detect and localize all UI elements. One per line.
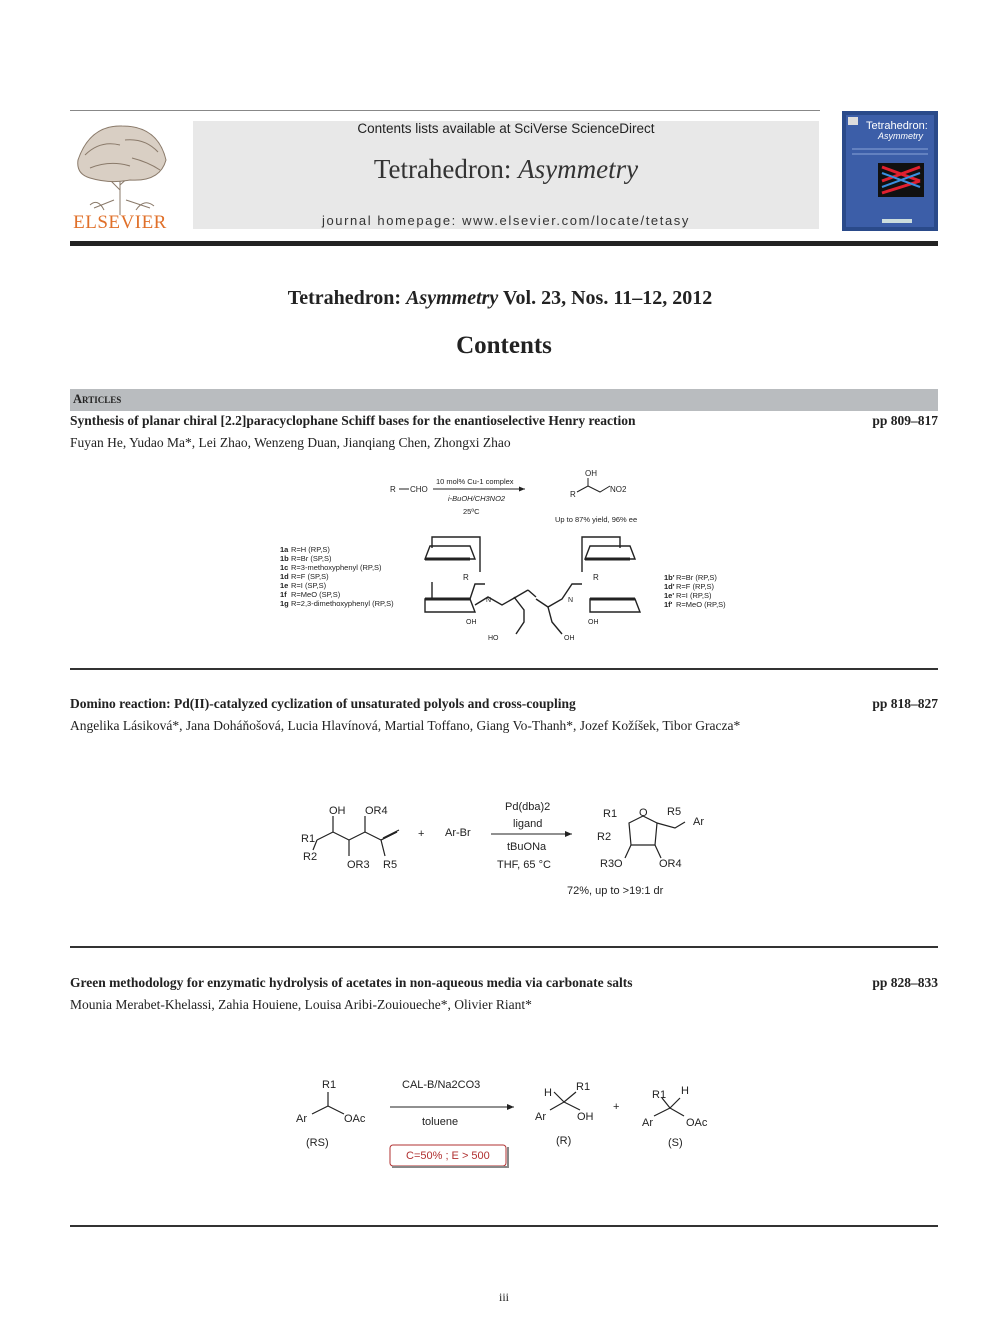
svg-text:NO2: NO2 bbox=[610, 485, 627, 494]
svg-text:OH: OH bbox=[466, 619, 477, 626]
svg-text:OAc: OAc bbox=[686, 1117, 708, 1129]
svg-text:R=H (RP,S): R=H (RP,S) bbox=[291, 545, 330, 554]
svg-text:OH: OH bbox=[585, 469, 597, 478]
journal-homepage-link[interactable]: journal homepage: www.elsevier.com/locate/tetasy bbox=[321, 213, 690, 228]
svg-text:R=Br (RP,S): R=Br (RP,S) bbox=[676, 573, 717, 582]
svg-text:Ar: Ar bbox=[642, 1117, 653, 1129]
issue-title: Tetrahedron: Asymmetry Vol. 23, Nos. 11–12, 2012 bbox=[287, 287, 713, 309]
svg-text:OR3: OR3 bbox=[347, 859, 370, 871]
article-1-separator bbox=[70, 668, 938, 670]
svg-text:R1: R1 bbox=[301, 833, 316, 845]
svg-text:HO: HO bbox=[488, 635, 499, 642]
section-bar bbox=[70, 389, 938, 411]
svg-text:O: O bbox=[639, 807, 648, 819]
svg-text:Asymmetry: Asymmetry bbox=[878, 131, 923, 141]
svg-text:H: H bbox=[544, 1087, 552, 1099]
svg-text:R3O: R3O bbox=[600, 858, 623, 870]
svg-text:R: R bbox=[463, 573, 469, 582]
svg-text:OR4: OR4 bbox=[659, 858, 682, 870]
article-2-authors: Angelika Lásiková*, Jana Doháňošová, Lucia Hlavínová, Martial Toffano, Giang Vo-Thanh*, Jozef Kožíšek, Tibor Gracza* bbox=[70, 718, 741, 733]
svg-text:R=I (RP,S): R=I (RP,S) bbox=[676, 591, 712, 600]
contents-heading: Contents bbox=[456, 332, 552, 359]
article-2-title[interactable]: Domino reaction: Pd(II)-catalyzed cyclization of unsaturated polyols and cross-coupling bbox=[70, 696, 576, 711]
contents-available: Contents lists available at SciVerse ScienceDirect bbox=[357, 121, 655, 136]
svg-text:H: H bbox=[681, 1085, 689, 1097]
svg-text:1e': 1e' bbox=[664, 591, 675, 600]
svg-text:R: R bbox=[570, 490, 576, 499]
svg-text:(R): (R) bbox=[556, 1135, 572, 1147]
svg-text:R1: R1 bbox=[603, 808, 618, 820]
ligand-1c: 1c bbox=[280, 563, 289, 572]
svg-text:CHO: CHO bbox=[410, 485, 428, 494]
article-3-separator bbox=[70, 1225, 938, 1227]
svg-text:Ar: Ar bbox=[296, 1113, 307, 1125]
svg-text:R=Br (SP,S): R=Br (SP,S) bbox=[291, 554, 332, 563]
svg-text:R1: R1 bbox=[652, 1089, 667, 1101]
svg-text:R=I (SP,S): R=I (SP,S) bbox=[291, 581, 327, 590]
svg-text:R2: R2 bbox=[597, 831, 612, 843]
svg-text:ligand: ligand bbox=[513, 818, 543, 830]
elsevier-logo bbox=[70, 120, 172, 232]
article-3-authors: Mounia Merabet-Khelassi, Zahia Houiene, Louisa Aribi-Zouioueche*, Olivier Riant* bbox=[70, 997, 532, 1012]
svg-text:R1: R1 bbox=[576, 1081, 591, 1093]
svg-text:Ar: Ar bbox=[535, 1111, 546, 1123]
journal-title: Tetrahedron: Asymmetry bbox=[373, 154, 639, 184]
svg-text:CAL-B/Na2CO3: CAL-B/Na2CO3 bbox=[402, 1079, 481, 1091]
article-1-authors: Fuyan He, Yudao Ma*, Lei Zhao, Wenzeng Duan, Jianqiang Chen, Zhongxi Zhao bbox=[70, 435, 511, 450]
svg-text:1f': 1f' bbox=[664, 600, 673, 609]
svg-text:OH: OH bbox=[577, 1111, 594, 1123]
article-3-pages: pp 828–833 bbox=[872, 975, 938, 990]
article-1-title[interactable]: Synthesis of planar chiral [2.2]paracyclophane Schiff bases for the enantioselective Henry reaction bbox=[70, 413, 636, 428]
svg-text:i-BuOH/CH3NO2: i-BuOH/CH3NO2 bbox=[448, 494, 506, 503]
svg-text:OH: OH bbox=[588, 619, 599, 626]
article-3-scheme bbox=[292, 1070, 732, 1175]
ligand-1g: 1g bbox=[280, 599, 289, 608]
article-2-pages: pp 818–827 bbox=[872, 696, 938, 711]
page-number: iii bbox=[498, 1290, 509, 1304]
svg-text:R=MeO (RP,S): R=MeO (RP,S) bbox=[676, 600, 726, 609]
svg-text:N: N bbox=[568, 597, 574, 604]
svg-text:R=2,3-dimethoxyphenyl (RP,S): R=2,3-dimethoxyphenyl (RP,S) bbox=[291, 599, 394, 608]
svg-text:R=3-methoxyphenyl (RP,S): R=3-methoxyphenyl (RP,S) bbox=[291, 563, 382, 572]
svg-text:OAc: OAc bbox=[344, 1113, 366, 1125]
ligand-1e: 1e bbox=[280, 581, 289, 590]
article-2-scheme bbox=[295, 790, 735, 905]
svg-text:Pd(dba)2: Pd(dba)2 bbox=[505, 801, 551, 813]
svg-text:OH: OH bbox=[564, 635, 575, 642]
svg-text:Tetrahedron:: Tetrahedron: bbox=[866, 120, 928, 132]
svg-text:10 mol% Cu-1 complex: 10 mol% Cu-1 complex bbox=[436, 477, 514, 486]
svg-text:R2: R2 bbox=[303, 851, 318, 863]
svg-text:OR4: OR4 bbox=[365, 805, 388, 817]
svg-text:THF, 65 °C: THF, 65 °C bbox=[497, 859, 551, 871]
svg-text:toluene: toluene bbox=[422, 1116, 459, 1128]
svg-text:R=F (SP,S): R=F (SP,S) bbox=[291, 572, 329, 581]
article-1-scheme bbox=[270, 462, 750, 652]
svg-text:R=MeO (SP,S): R=MeO (SP,S) bbox=[291, 590, 341, 599]
svg-text:OH: OH bbox=[329, 805, 346, 817]
svg-text:N: N bbox=[486, 597, 492, 604]
section-label: Articles bbox=[73, 392, 122, 406]
svg-text:(S): (S) bbox=[668, 1137, 683, 1149]
journal-cover bbox=[842, 111, 938, 231]
svg-text:72%, up to >19:1 dr: 72%, up to >19:1 dr bbox=[567, 885, 664, 897]
header-top-rule bbox=[70, 110, 820, 111]
article-3-title[interactable]: Green methodology for enzymatic hydrolysis of acetates in non-aqueous media via carbonate salts bbox=[70, 975, 633, 990]
ligand-1b: 1b bbox=[280, 554, 289, 563]
svg-text:Up to 87% yield, 96% ee: Up to 87% yield, 96% ee bbox=[555, 515, 638, 524]
elsevier-wordmark: ELSEVIER bbox=[73, 212, 167, 232]
svg-text:1b': 1b' bbox=[664, 573, 675, 582]
svg-text:+: + bbox=[418, 828, 425, 840]
svg-text:25ºC: 25ºC bbox=[463, 507, 480, 516]
header-bottom-rule bbox=[70, 241, 938, 246]
selectivity-box: C=50% ; E > 500 bbox=[406, 1150, 490, 1162]
article-2-separator bbox=[70, 946, 938, 948]
svg-text:Ar-Br: Ar-Br bbox=[445, 827, 471, 839]
svg-text:R1: R1 bbox=[322, 1079, 337, 1091]
svg-text:1d': 1d' bbox=[664, 582, 675, 591]
ligand-1f: 1f bbox=[280, 590, 287, 599]
svg-text:R=F (RP,S): R=F (RP,S) bbox=[676, 582, 714, 591]
article-1-pages: pp 809–817 bbox=[872, 413, 938, 428]
svg-text:Ar: Ar bbox=[693, 816, 704, 828]
svg-text:R: R bbox=[390, 485, 396, 494]
ligand-1a: 1a bbox=[280, 545, 289, 554]
svg-text:+: + bbox=[613, 1101, 620, 1113]
svg-text:tBuONa: tBuONa bbox=[507, 841, 547, 853]
svg-text:R5: R5 bbox=[667, 806, 682, 818]
svg-text:R: R bbox=[593, 573, 599, 582]
svg-text:R5: R5 bbox=[383, 859, 398, 871]
ligand-1d: 1d bbox=[280, 572, 289, 581]
svg-text:(RS): (RS) bbox=[306, 1137, 329, 1149]
